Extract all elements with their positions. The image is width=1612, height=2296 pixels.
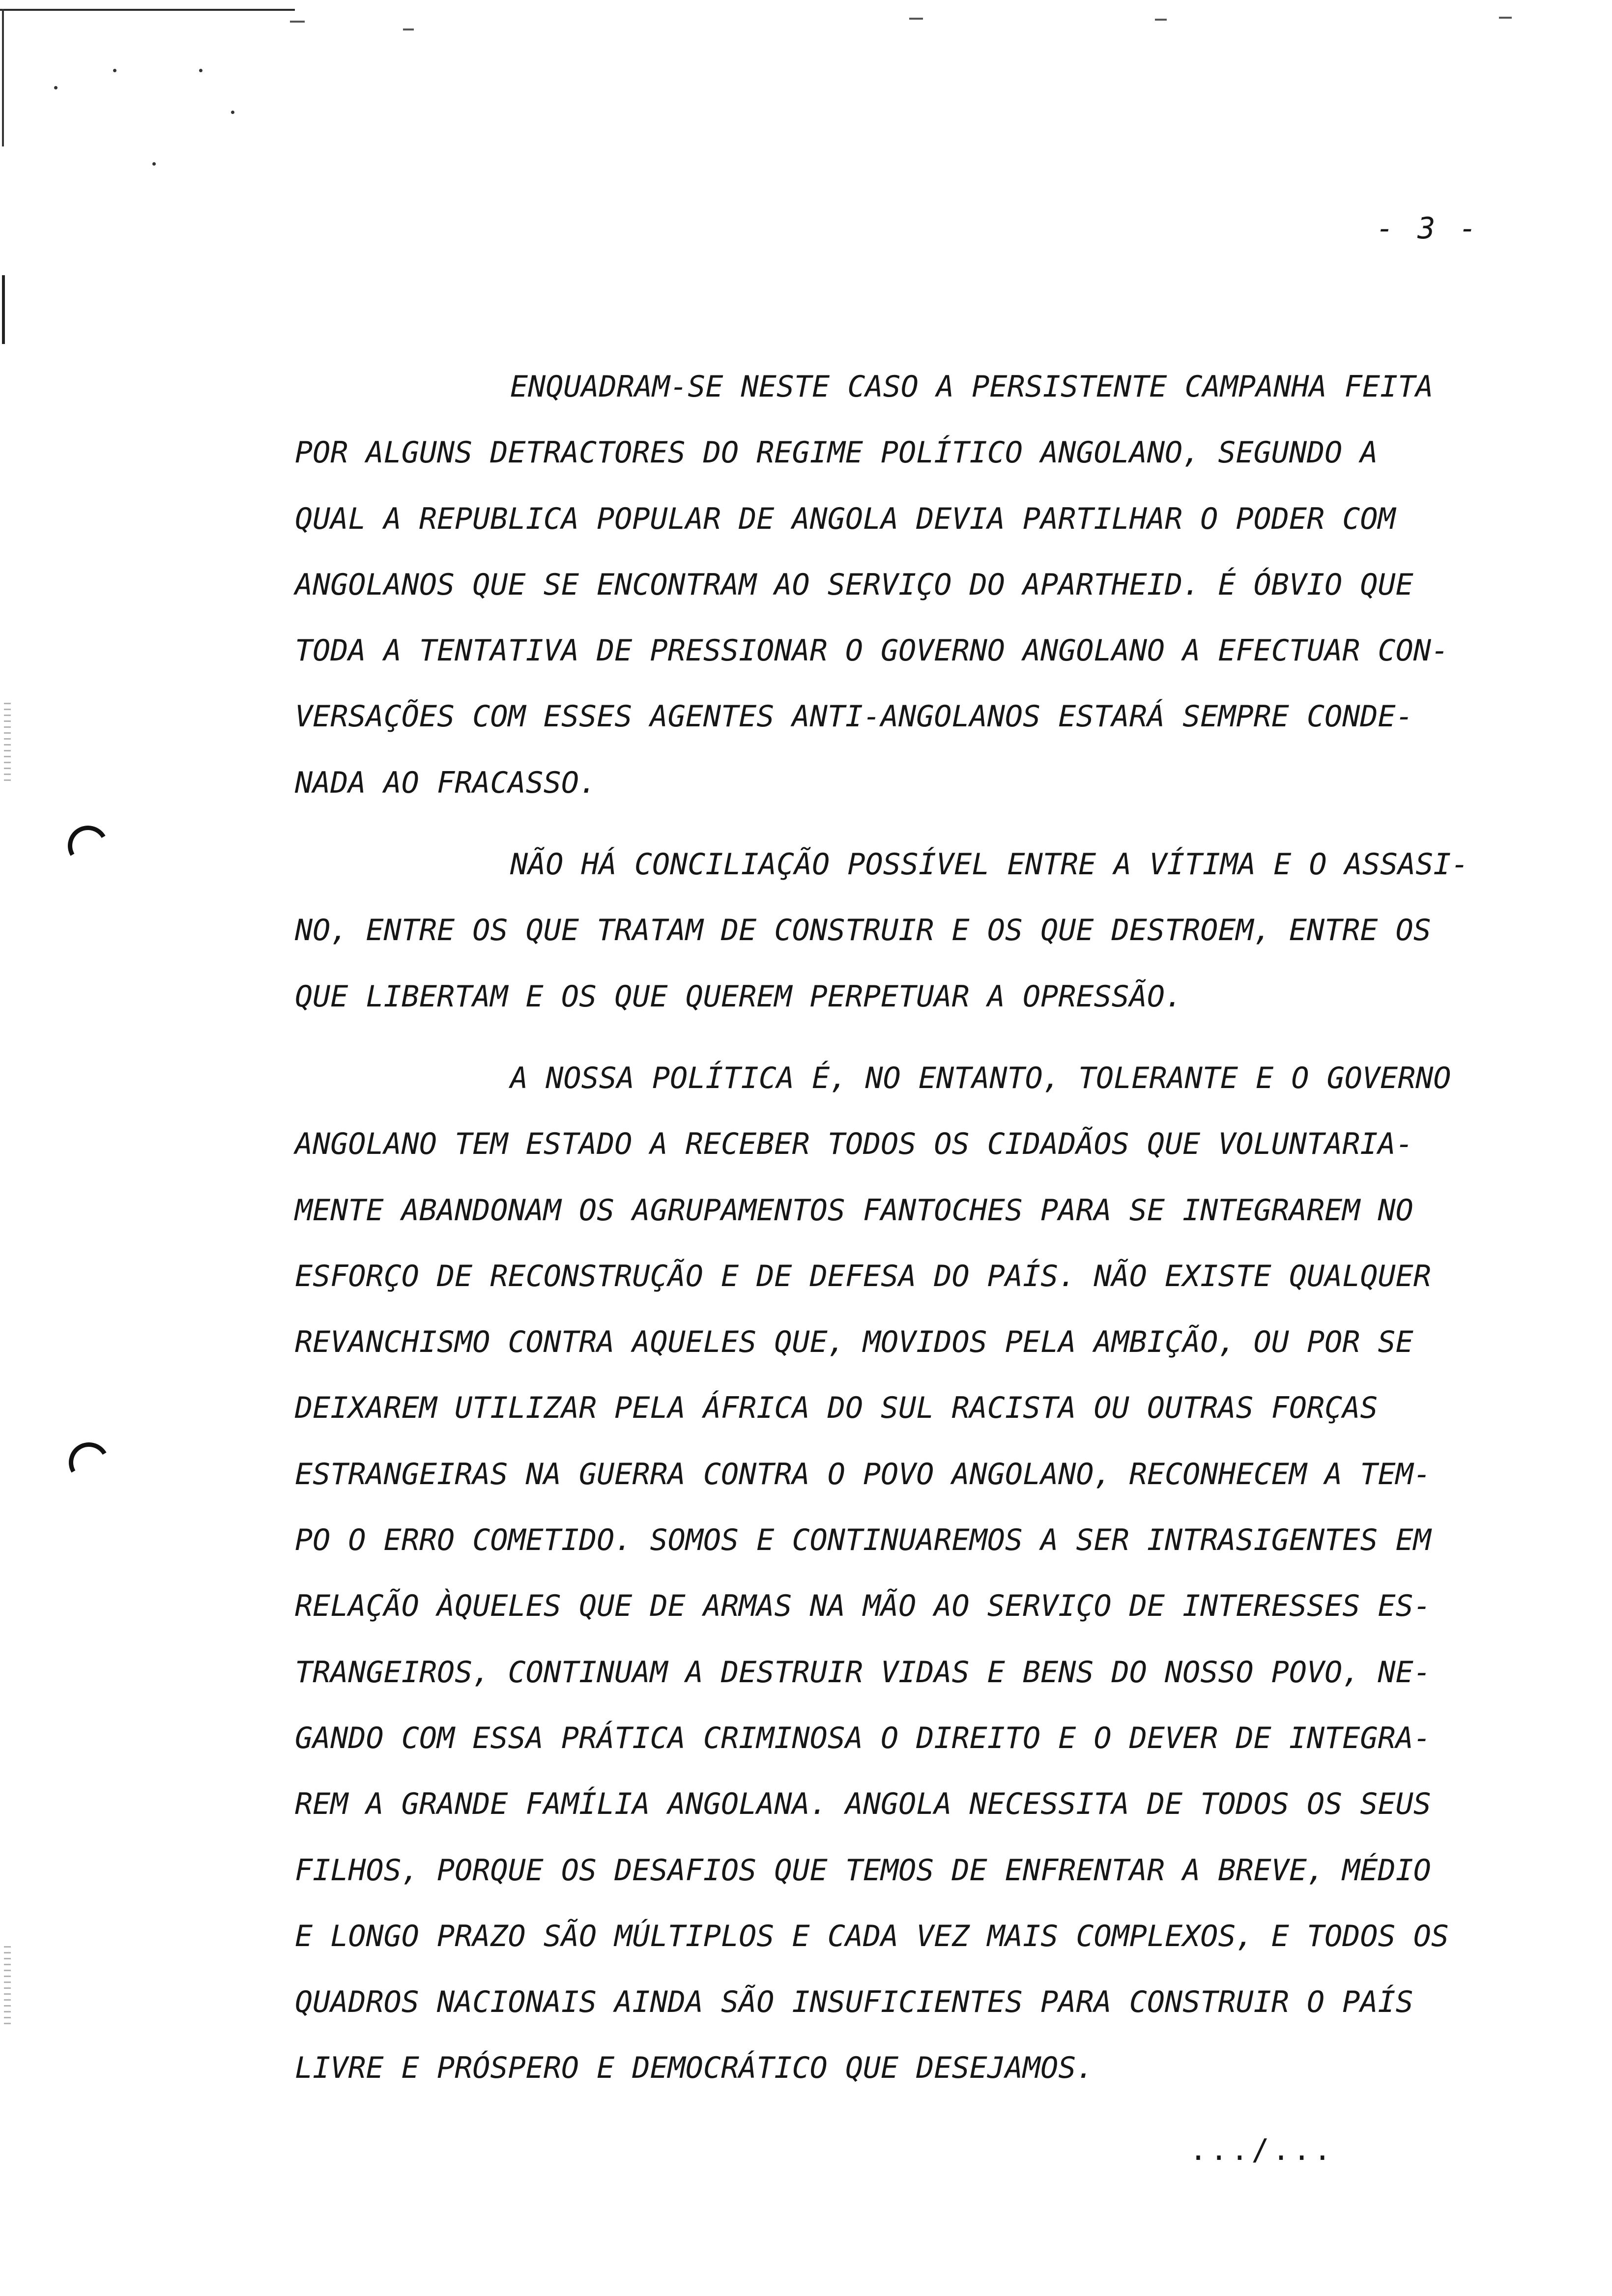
continuation-mark: .../... <box>1189 2133 1334 2167</box>
text-line: TODA A TENTATIVA DE PRESSIONAR O GOVERNO ANGOLANO A EFECTUAR CON- <box>295 633 1449 668</box>
text-line: GANDO COM ESSA PRÁTICA CRIMINOSA O DIREITO E O DEVER DE INTEGRA- <box>295 1721 1431 1755</box>
text-line: NADA AO FRACASSO. <box>295 765 597 800</box>
text-line: MENTE ABANDONAM OS AGRUPAMENTOS FANTOCHES PARA SE INTEGRAREM NO <box>295 1193 1413 1228</box>
text-line: ANGOLANOS QUE SE ENCONTRAM AO SERVIÇO DO APARTHEID. É ÓBVIO QUE <box>295 567 1413 602</box>
text-line: A NOSSA POLÍTICA É, NO ENTANTO, TOLERANTE E O GOVERNO <box>510 1061 1451 1095</box>
scan-speck <box>199 69 202 72</box>
text-line: QUADROS NACIONAIS AINDA SÃO INSUFICIENTES PARA CONSTRUIR O PAÍS <box>295 1985 1413 2020</box>
text-line: ANGOLANO TEM ESTADO A RECEBER TODOS OS CIDADÃOS QUE VOLUNTARIA- <box>295 1127 1413 1162</box>
scan-speck <box>113 69 116 72</box>
text-line: VERSAÇÕES COM ESSES AGENTES ANTI-ANGOLANOS ESTARÁ SEMPRE CONDE- <box>295 699 1413 734</box>
text-line: NÃO HÁ CONCILIAÇÃO POSSÍVEL ENTRE A VÍTIMA E O ASSASI- <box>510 847 1469 882</box>
text-line: ESFORÇO DE RECONSTRUÇÃO E DE DEFESA DO PAÍS. NÃO EXISTE QUALQUER <box>295 1259 1431 1293</box>
body-text <box>295 354 1592 2101</box>
page-number: - 3 - <box>1376 211 1480 246</box>
scan-edge-noise <box>4 1946 11 2025</box>
scan-mark <box>403 29 414 30</box>
scan-edge-line <box>2 275 5 344</box>
paragraph <box>295 1045 1592 2101</box>
text-line: FILHOS, PORQUE OS DESAFIOS QUE TEMOS DE ENFRENTAR A BREVE, MÉDIO <box>295 1853 1431 1888</box>
text-line: RELAÇÃO ÀQUELES QUE DE ARMAS NA MÃO AO SERVIÇO DE INTERESSES ES- <box>295 1589 1431 1624</box>
scan-edge-noise <box>4 703 11 781</box>
text-line: ESTRANGEIRAS NA GUERRA CONTRA O POVO ANGOLANO, RECONHECEM A TEM- <box>295 1457 1431 1492</box>
text-line: ENQUADRAM-SE NESTE CASO A PERSISTENTE CAMPANHA FEITA <box>510 370 1434 404</box>
text-line: TRANGEIROS, CONTINUAM A DESTRUIR VIDAS E BENS DO NOSSO POVO, NE- <box>295 1655 1431 1690</box>
punch-hole-mark <box>64 1438 114 1487</box>
text-line: QUE LIBERTAM E OS QUE QUEREM PERPETUAR A OPRESSÃO. <box>295 979 1183 1014</box>
scan-mark <box>290 21 305 23</box>
text-line: PO O ERRO COMETIDO. SOMOS E CONTINUAREMOS A SER INTRASIGENTES EM <box>295 1523 1431 1558</box>
scan-edge-line <box>2 9 4 146</box>
scan-mark <box>1499 17 1512 19</box>
text-line: REVANCHISMO CONTRA AQUELES QUE, MOVIDOS PELA AMBIÇÃO, OU POR SE <box>295 1325 1413 1360</box>
paragraph <box>295 832 1592 1030</box>
text-line: E LONGO PRAZO SÃO MÚLTIPLOS E CADA VEZ MAIS COMPLEXOS, E TODOS OS <box>295 1919 1449 1953</box>
scan-edge-line <box>0 9 295 11</box>
text-line: DEIXAREM UTILIZAR PELA ÁFRICA DO SUL RACISTA OU OUTRAS FORÇAS <box>295 1391 1378 1426</box>
text-line: POR ALGUNS DETRACTORES DO REGIME POLÍTICO ANGOLANO, SEGUNDO A <box>295 435 1378 470</box>
scan-mark <box>1155 19 1167 21</box>
text-line: QUAL A REPUBLICA POPULAR DE ANGOLA DEVIA PARTILHAR O PODER COM <box>295 501 1396 536</box>
scan-speck <box>54 86 58 89</box>
text-line: LIVRE E PRÓSPERO E DEMOCRÁTICO QUE DESEJAMOS. <box>295 2051 1094 2086</box>
punch-hole-mark <box>63 821 113 870</box>
scan-speck <box>152 162 156 166</box>
paragraph <box>295 354 1592 816</box>
scan-speck <box>231 111 234 114</box>
scan-mark <box>909 18 923 20</box>
text-line: REM A GRANDE FAMÍLIA ANGOLANA. ANGOLA NECESSITA DE TODOS OS SEUS <box>295 1787 1431 1822</box>
text-line: NO, ENTRE OS QUE TRATAM DE CONSTRUIR E OS QUE DESTROEM, ENTRE OS <box>295 913 1431 948</box>
